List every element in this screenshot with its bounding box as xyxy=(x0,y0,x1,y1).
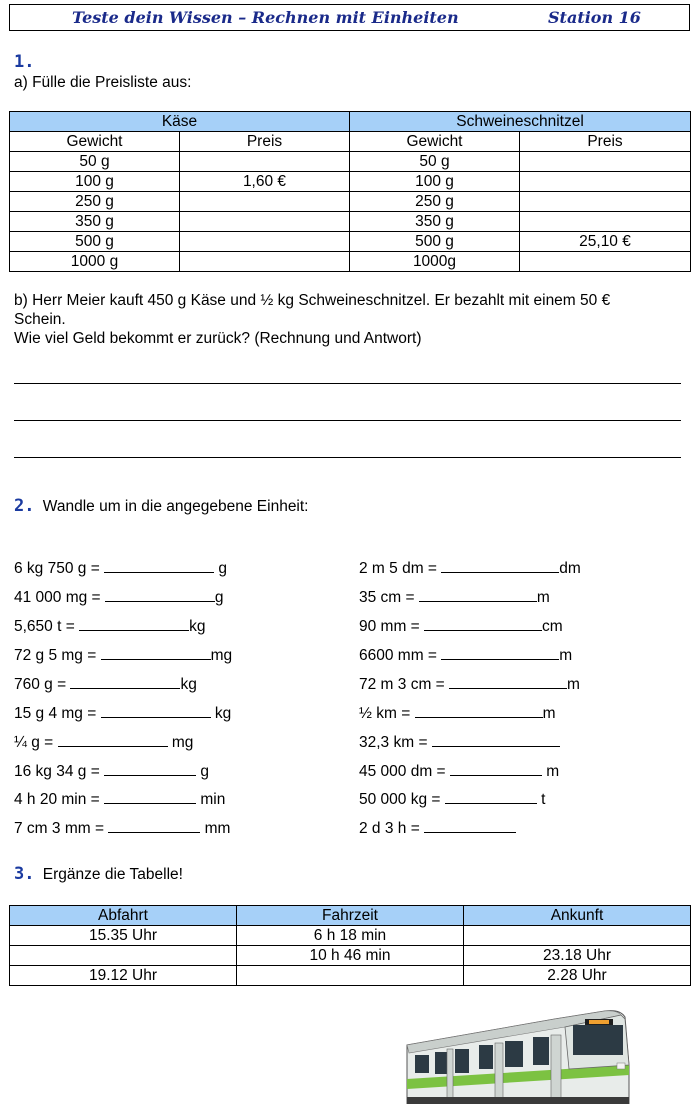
price-group-header: Käse xyxy=(10,112,350,132)
table-cell[interactable] xyxy=(520,192,691,212)
table-cell[interactable] xyxy=(520,252,691,272)
table-cell: 50 g xyxy=(350,152,520,172)
conversion-item: ½ km = m xyxy=(359,705,556,722)
table-cell: 1,60 € xyxy=(180,172,350,192)
conversion-item: 7 cm 3 mm = mm xyxy=(14,820,231,837)
table-cell[interactable] xyxy=(464,926,691,946)
answer-blank[interactable] xyxy=(79,616,189,631)
table-row xyxy=(10,946,691,966)
conversion-item: 4 h 20 min = min xyxy=(14,791,226,808)
answer-blank[interactable] xyxy=(104,558,214,573)
conversion-item: 2 m 5 dm = dm xyxy=(359,560,581,577)
price-subheader: Gewicht xyxy=(10,132,180,152)
conversion-item: 5,650 t = kg xyxy=(14,618,206,635)
answer-blank[interactable] xyxy=(104,789,196,804)
table-cell[interactable] xyxy=(180,252,350,272)
task1-part-b-line1: b) Herr Meier kauft 450 g Käse und ½ kg Schweineschnitzel. Er bezahlt mit einem 50 € xyxy=(14,292,611,309)
price-subheader: Preis xyxy=(520,132,691,152)
conversion-item: 16 kg 34 g = g xyxy=(14,763,209,780)
worksheet-title: Teste dein Wissen – Rechnen mit Einheiten xyxy=(72,8,459,27)
station-label: Station 16 xyxy=(548,8,641,27)
table-cell: 23.18 Uhr xyxy=(464,946,691,966)
conversion-item: 35 cm = m xyxy=(359,589,550,606)
price-group-header: Schweineschnitzel xyxy=(350,112,691,132)
answer-blank[interactable] xyxy=(101,645,211,660)
answer-line[interactable] xyxy=(14,420,681,421)
conversion-item: 45 000 dm = m xyxy=(359,763,560,780)
table-cell: 500 g xyxy=(350,232,520,252)
answer-blank[interactable] xyxy=(105,587,215,602)
train-icon xyxy=(405,1005,631,1104)
table-cell: 1000 g xyxy=(10,252,180,272)
answer-blank[interactable] xyxy=(441,645,559,660)
task3-number: 3. xyxy=(14,864,35,884)
answer-blank[interactable] xyxy=(424,616,542,631)
answer-blank[interactable] xyxy=(424,818,516,833)
task1-part-a: a) Fülle die Preisliste aus: xyxy=(14,74,192,91)
answer-blank[interactable] xyxy=(70,674,180,689)
timetable xyxy=(9,905,691,986)
table-row xyxy=(10,172,691,192)
task2-instruction: Wandle um in die angegebene Einheit: xyxy=(42,498,309,515)
worksheet-header xyxy=(9,4,690,31)
table-cell[interactable] xyxy=(180,212,350,232)
answer-blank[interactable] xyxy=(419,587,537,602)
table-row xyxy=(10,212,691,232)
answer-blank[interactable] xyxy=(445,789,537,804)
answer-blank[interactable] xyxy=(58,732,168,747)
table-cell[interactable] xyxy=(180,192,350,212)
table-cell: 6 h 18 min xyxy=(237,926,464,946)
answer-blank[interactable] xyxy=(415,703,543,718)
task3-heading xyxy=(14,864,183,884)
answer-blank[interactable] xyxy=(449,674,567,689)
timetable-header: Fahrzeit xyxy=(237,906,464,926)
task2-heading xyxy=(14,496,309,516)
task1-part-b-question: Wie viel Geld bekommt er zurück? (Rechnung und Antwort) xyxy=(14,330,422,347)
answer-line[interactable] xyxy=(14,457,681,458)
table-cell[interactable] xyxy=(237,966,464,986)
task1-part-b-line2: Schein. xyxy=(14,311,66,328)
table-cell: 50 g xyxy=(10,152,180,172)
conversion-item: 72 m 3 cm = m xyxy=(359,676,580,693)
answer-blank[interactable] xyxy=(432,732,560,747)
price-subheader: Gewicht xyxy=(350,132,520,152)
table-cell[interactable] xyxy=(180,152,350,172)
table-cell: 15.35 Uhr xyxy=(10,926,237,946)
answer-blank[interactable] xyxy=(101,703,211,718)
table-cell[interactable] xyxy=(520,172,691,192)
timetable-header: Ankunft xyxy=(464,906,691,926)
table-cell: 350 g xyxy=(350,212,520,232)
table-cell: 250 g xyxy=(10,192,180,212)
conversion-item: 760 g = kg xyxy=(14,676,197,693)
table-cell: 1000g xyxy=(350,252,520,272)
conversion-item: 15 g 4 mg = kg xyxy=(14,705,232,722)
table-row xyxy=(10,926,691,946)
answer-blank[interactable] xyxy=(441,558,559,573)
table-row xyxy=(10,232,691,252)
answer-blank[interactable] xyxy=(450,761,542,776)
table-cell: 19.12 Uhr xyxy=(10,966,237,986)
table-cell[interactable] xyxy=(10,946,237,966)
table-cell[interactable] xyxy=(180,232,350,252)
conversion-item: 6 kg 750 g = g xyxy=(14,560,227,577)
table-cell: 2.28 Uhr xyxy=(464,966,691,986)
table-row xyxy=(10,252,691,272)
conversion-item: 6600 mm = m xyxy=(359,647,573,664)
table-cell: 25,10 € xyxy=(520,232,691,252)
table-row xyxy=(10,192,691,212)
table-cell: 350 g xyxy=(10,212,180,232)
task3-instruction: Ergänze die Tabelle! xyxy=(42,866,183,883)
price-table xyxy=(9,111,691,272)
price-subheader: Preis xyxy=(180,132,350,152)
table-row xyxy=(10,966,691,986)
table-cell[interactable] xyxy=(520,212,691,232)
table-cell: 10 h 46 min xyxy=(237,946,464,966)
conversion-item: 2 d 3 h = xyxy=(359,818,516,838)
timetable-header: Abfahrt xyxy=(10,906,237,926)
table-cell: 100 g xyxy=(10,172,180,192)
conversion-item: 50 000 kg = t xyxy=(359,791,546,808)
answer-line[interactable] xyxy=(14,383,681,384)
conversion-item: ¼ g = mg xyxy=(14,734,194,751)
conversion-item: 41 000 mg = g xyxy=(14,589,224,606)
answer-blank[interactable] xyxy=(108,818,200,833)
task2-number: 2. xyxy=(14,496,35,516)
answer-blank[interactable] xyxy=(104,761,196,776)
task1-number: 1. xyxy=(14,52,35,72)
table-cell: 500 g xyxy=(10,232,180,252)
table-row xyxy=(10,152,691,172)
table-cell: 250 g xyxy=(350,192,520,212)
table-cell[interactable] xyxy=(520,152,691,172)
table-cell: 100 g xyxy=(350,172,520,192)
conversion-item: 90 mm = cm xyxy=(359,618,563,635)
conversion-item: 72 g 5 mg = mg xyxy=(14,647,233,664)
conversion-item: 32,3 km = xyxy=(359,732,560,752)
